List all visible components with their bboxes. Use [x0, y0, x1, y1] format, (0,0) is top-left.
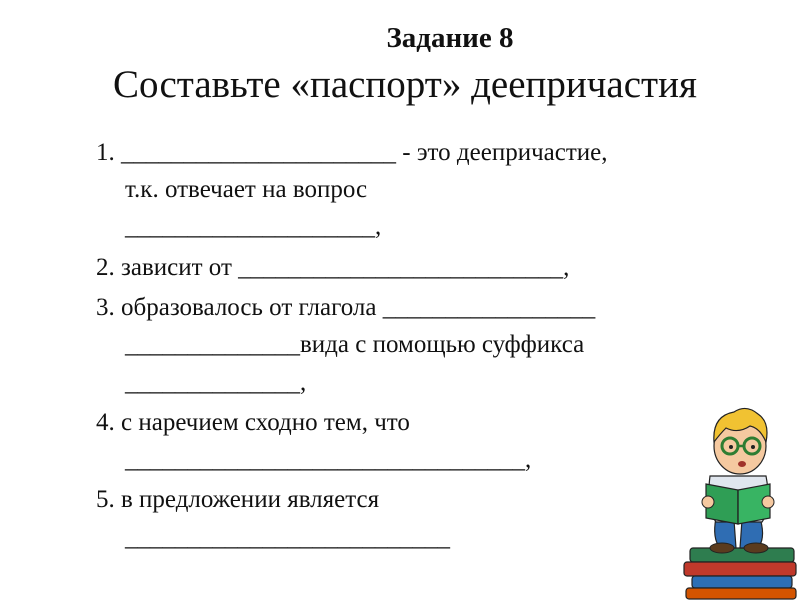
item-number: 4.	[96, 409, 115, 436]
answer-blank: ____________________	[125, 213, 375, 240]
answer-blank: _________________	[382, 294, 596, 321]
item-text: образовалось от глагола	[121, 294, 383, 321]
item-text: ,	[300, 369, 307, 396]
page-subtitle: Составьте «паспорт» деепричастия	[113, 63, 697, 106]
item-text: - это деепричастие,	[396, 139, 608, 166]
item-5-line-1	[96, 487, 379, 512]
item-4-line-2	[125, 447, 531, 472]
answer-blank: ______________________	[121, 139, 396, 166]
item-1-line-1	[96, 140, 608, 165]
item-text: ,	[375, 213, 382, 240]
item-text: вида с помощью суффикса	[300, 331, 585, 358]
item-text: в предложении является	[121, 486, 380, 513]
item-number: 2.	[96, 254, 115, 281]
answer-blank: ______________	[125, 369, 300, 396]
item-number: 1.	[96, 139, 115, 166]
item-text: зависит от	[121, 254, 239, 281]
item-5-line-2	[125, 525, 450, 550]
item-text: ,	[563, 254, 570, 281]
answer-blank: __________________________	[238, 254, 564, 281]
item-1-line-3	[125, 214, 381, 239]
item-3-line-3	[125, 370, 306, 395]
item-number: 5.	[96, 486, 115, 513]
item-text: т.к. отвечает на вопрос	[125, 176, 368, 203]
item-text: с наречием сходно тем, что	[121, 409, 410, 436]
item-1-line-2	[125, 177, 367, 202]
answer-blank: __________________________	[125, 524, 450, 551]
answer-blank: ______________	[125, 331, 300, 358]
task-title: Задание 8	[386, 22, 514, 54]
item-text: ,	[525, 446, 532, 473]
item-2-line-1	[96, 255, 569, 280]
boy-reading-book-illustration	[676, 398, 800, 600]
item-3-line-2	[125, 332, 584, 357]
item-4-line-1	[96, 410, 410, 435]
answer-blank: ________________________________	[125, 446, 525, 473]
item-number: 3.	[96, 294, 115, 321]
item-3-line-1	[96, 295, 595, 320]
